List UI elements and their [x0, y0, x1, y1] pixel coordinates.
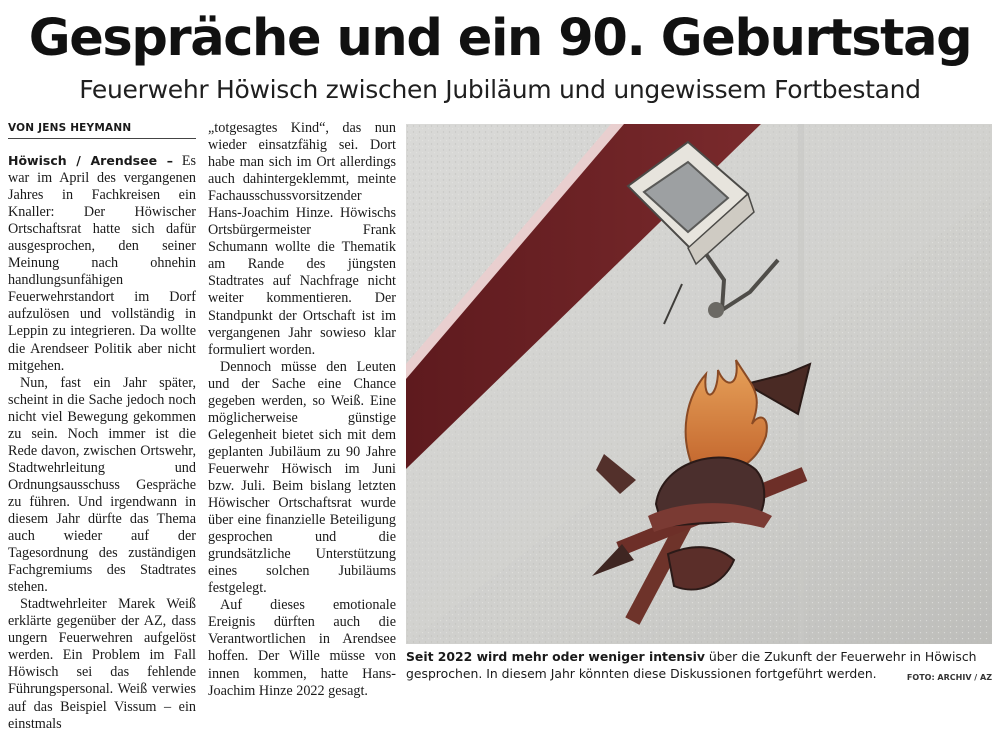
photo-credit: FOTO: ARCHIV / AZ	[906, 673, 992, 682]
paragraph-text: Es war im April des vergangenen Jahres in Fachkreisen ein Knaller: Der Höwischer Ortschaftsrat hatte sich dafür ausgesprochen, den seiner Meinung nach ohnehin handlungsunfähigen Feuerwehrstandort im Dorf aufzulösen und vollständig in Leppin zu integrieren. Da wollte die Arendseer Politik aber nicht mitgehen.	[8, 153, 197, 374]
article-column-2	[208, 120, 396, 700]
article-paragraph: Nun, fast ein Jahr später, scheint in die Sache jedoch noch nicht viel Bewegung gekommen zu sein. Noch immer ist die Rede davon, zwischen Ortswehr, Stadtwehrleitung und Ordnungsausschuss Gespräche zu führen. Und irgendwann in diesem Jahr dürfte das Thema auch wieder auf der Tagesordnung des zuständigen Fachgremiums des Stadtrates stehen.	[8, 374, 196, 596]
byline: VON JENS HEYMANN	[8, 122, 196, 139]
article-paragraph	[8, 152, 196, 375]
article-paragraph: Auf dieses emotionale Ereignis dürften auch die Verantwortlichen in Arendsee hoffen. Der Wille müsse von innen kommen, hatte Hans-Joachim Hinze 2022 gesagt.	[208, 597, 396, 699]
fire-emblem-photo	[406, 124, 992, 644]
headline: Gespräche und ein 90. Geburtstag	[28, 9, 972, 68]
article-paragraph: Dennoch müsse den Leuten und der Sache eine Chance gegeben werden, so Weiß. Eine möglicherweise günstige Gelegenheit bietet sich mit dem geplanten Jubiläum zu 90 Jahre Feuerwehr Höwisch im Juni bzw. Juli. Beim bislang letzten Höwischer Ortschaftsrat wurde über eine finanzielle Beteiligung gesprochen und die grundsätzliche Unterstützung eines solchen Jubiläums festgelegt.	[208, 358, 396, 597]
article-paragraph: Stadtwehrleiter Marek Weiß erklärte gegenüber der AZ, dass ungern Feuerwehren aufgelöst werden. Ein Problem im Fall Höwisch sei das fehlende Führungspersonal. Weiß verwies auf das Beispiel Vissum – ein einstmals	[8, 596, 196, 732]
article-paragraph: „totgesagtes Kind“, das nun wieder einsatzfähig sei. Dort habe man sich im Ort allerdings auch dahintergeklemmt, meinte Fachausschussvorsitzender Hans-Joachim Hinze. Höwischs Ortsbürgermeister Frank Schumann wollte die Thematik am Rande des jüngsten Stadtrates auf Nachfrage nicht weiter kommentieren. Der Standpunkt der Ortschaft ist im vergangenen Jahr sowieso klar formuliert worden.	[208, 120, 396, 358]
article-photo	[406, 124, 992, 644]
subheadline: Feuerwehr Höwisch zwischen Jubiläum und ungewissem Fortbestand	[79, 75, 921, 104]
dateline: Höwisch / Arendsee –	[8, 153, 173, 168]
caption-text: über die Zukunft der Feuerwehr in Höwisch gesprochen. In diesem Jahr könnten diese Diskussionen fortgeführt werden.	[406, 649, 977, 681]
photo-caption	[406, 648, 992, 682]
caption-lead: Seit 2022 wird mehr oder weniger intensiv	[406, 649, 705, 664]
article-column-1	[8, 152, 196, 733]
